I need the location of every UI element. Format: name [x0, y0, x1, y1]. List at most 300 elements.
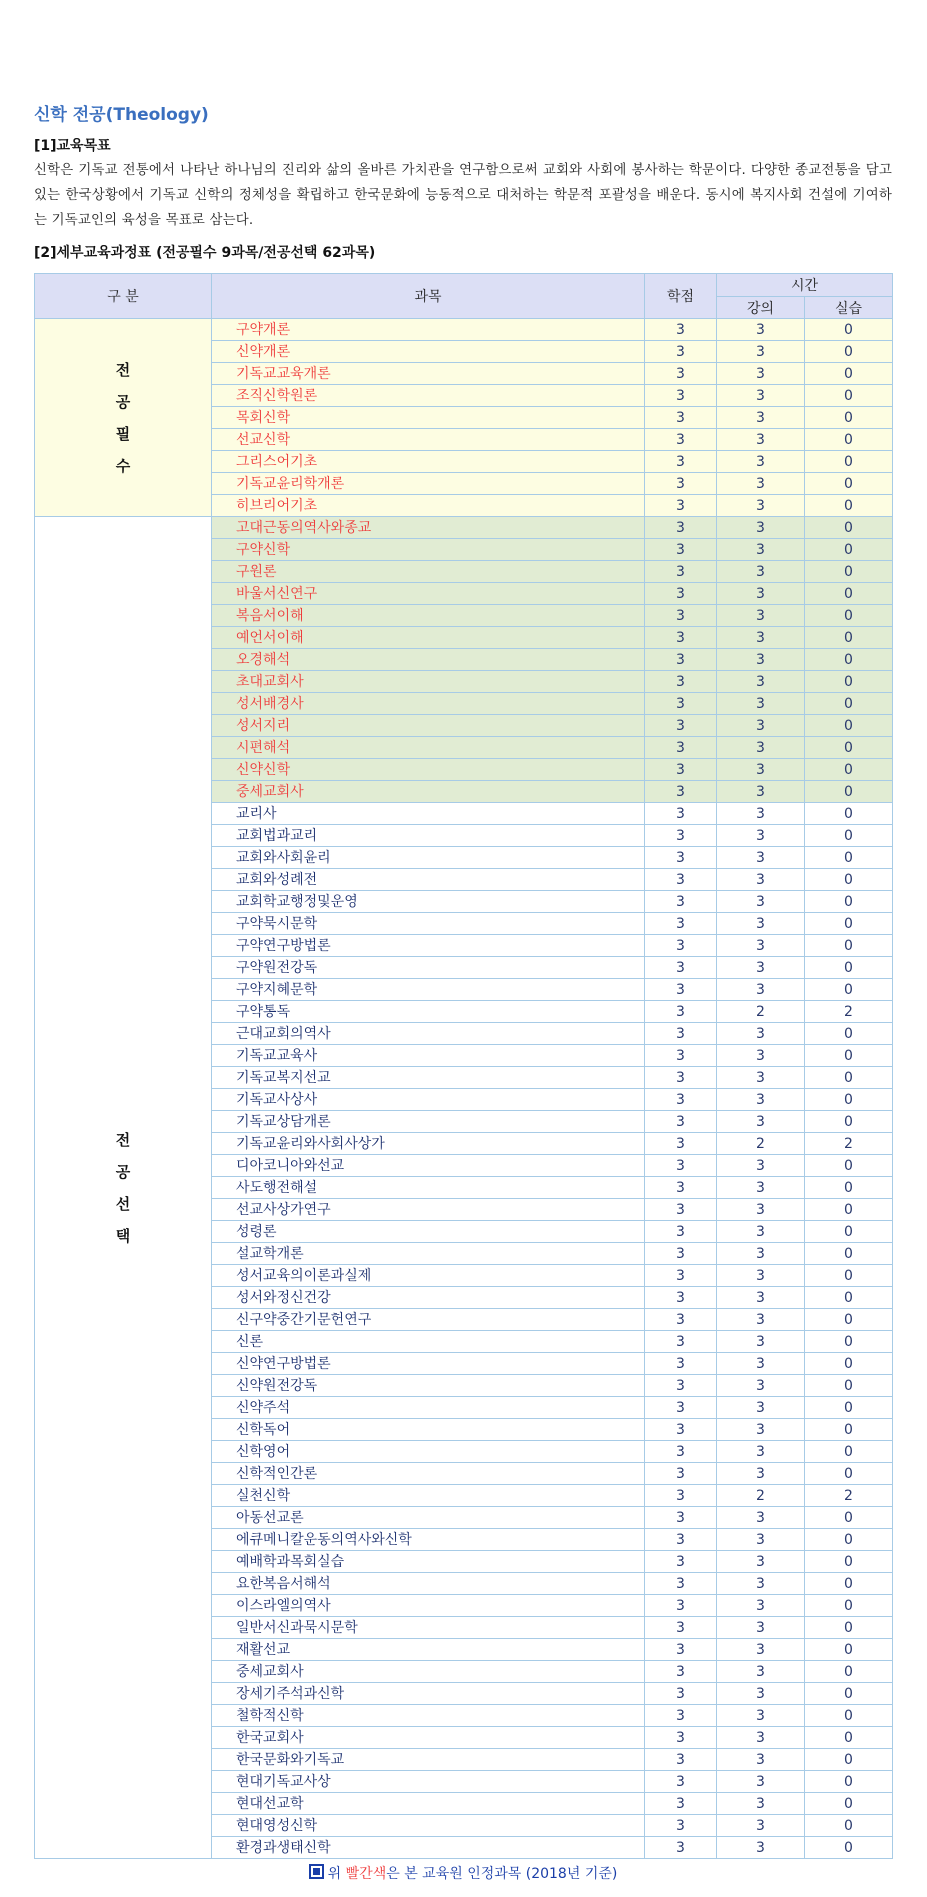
- course-name: 이스라엘의역사: [212, 1595, 645, 1617]
- course-lecture-hours: 3: [717, 1419, 805, 1441]
- course-lecture-hours: 2: [717, 1001, 805, 1023]
- course-lecture-hours: 3: [717, 803, 805, 825]
- course-lecture-hours: 3: [717, 693, 805, 715]
- course-name: 신학영어: [212, 1441, 645, 1463]
- header-course: 과목: [212, 274, 645, 319]
- course-lecture-hours: 3: [717, 913, 805, 935]
- course-name: 구약원전강독: [212, 957, 645, 979]
- course-credit: 3: [645, 473, 717, 495]
- course-name: 신약개론: [212, 341, 645, 363]
- course-name: 구약묵시문학: [212, 913, 645, 935]
- course-lecture-hours: 3: [717, 935, 805, 957]
- course-credit: 3: [645, 1573, 717, 1595]
- course-credit: 3: [645, 1529, 717, 1551]
- course-practice-hours: 0: [805, 1463, 893, 1485]
- course-practice-hours: 0: [805, 1705, 893, 1727]
- category-elective: [35, 517, 212, 1859]
- goal-text: 신학은 기독교 전통에서 나타난 하나님의 진리와 삶의 올바른 가치관을 연구함으로써 교회와 사회에 봉사하는 학문이다. 다양한 종교전통을 담고 있는 한국상황에서 기독교 신학의 정체성을 확립하고 한국문화에 능동적으로 대처하는 학문적 포괄성을 배운다. 동시에 복지사회 건설에 기여하는 기독교인의 육성을 목표로 삼는다.: [34, 163, 892, 228]
- page-title: 신학 전공(Theology): [34, 105, 209, 125]
- course-name: 설교학개론: [212, 1243, 645, 1265]
- course-lecture-hours: 3: [717, 1331, 805, 1353]
- course-name: 교회법과교리: [212, 825, 645, 847]
- category-char: 공: [115, 1162, 131, 1181]
- course-practice-hours: 0: [805, 781, 893, 803]
- course-credit: 3: [645, 1661, 717, 1683]
- course-lecture-hours: 3: [717, 561, 805, 583]
- course-lecture-hours: 3: [717, 1815, 805, 1837]
- course-credit: 3: [645, 1287, 717, 1309]
- course-credit: 3: [645, 1419, 717, 1441]
- course-credit: 3: [645, 319, 717, 341]
- course-lecture-hours: 3: [717, 1683, 805, 1705]
- footnote: [34, 1863, 892, 1883]
- course-name: 선교사상가연구: [212, 1199, 645, 1221]
- course-practice-hours: 0: [805, 363, 893, 385]
- course-name: 성령론: [212, 1221, 645, 1243]
- course-lecture-hours: 3: [717, 429, 805, 451]
- course-name: 구약개론: [212, 319, 645, 341]
- course-credit: 3: [645, 1727, 717, 1749]
- course-name: 구약신학: [212, 539, 645, 561]
- course-practice-hours: 0: [805, 825, 893, 847]
- course-name: 구약통독: [212, 1001, 645, 1023]
- course-credit: 3: [645, 1441, 717, 1463]
- course-credit: 3: [645, 363, 717, 385]
- course-credit: 3: [645, 1837, 717, 1859]
- course-credit: 3: [645, 429, 717, 451]
- course-lecture-hours: 3: [717, 319, 805, 341]
- course-lecture-hours: 3: [717, 341, 805, 363]
- course-practice-hours: 0: [805, 1221, 893, 1243]
- course-credit: 3: [645, 1089, 717, 1111]
- course-lecture-hours: 3: [717, 1111, 805, 1133]
- page-content: [34, 104, 892, 1883]
- footnote-highlight: 빨간색: [345, 1866, 387, 1882]
- course-credit: 3: [645, 1067, 717, 1089]
- course-name: 철학적신학: [212, 1705, 645, 1727]
- course-credit: 3: [645, 341, 717, 363]
- course-lecture-hours: 3: [717, 1221, 805, 1243]
- course-name: 목회신학: [212, 407, 645, 429]
- course-credit: 3: [645, 1705, 717, 1727]
- course-credit: 3: [645, 1353, 717, 1375]
- table-row: [35, 319, 893, 341]
- course-name: 교회와사회윤리: [212, 847, 645, 869]
- course-lecture-hours: 3: [717, 1353, 805, 1375]
- course-name: 디아코니아와선교: [212, 1155, 645, 1177]
- course-lecture-hours: 3: [717, 1705, 805, 1727]
- course-credit: 3: [645, 495, 717, 517]
- course-practice-hours: 0: [805, 517, 893, 539]
- course-name: 그리스어기초: [212, 451, 645, 473]
- course-lecture-hours: 3: [717, 649, 805, 671]
- goal-title: [1]교육목표: [34, 138, 111, 154]
- course-lecture-hours: 3: [717, 495, 805, 517]
- course-practice-hours: 0: [805, 495, 893, 517]
- course-practice-hours: 0: [805, 1023, 893, 1045]
- header-time: 시간: [717, 274, 893, 297]
- square-bullet-icon: [309, 1864, 324, 1879]
- course-practice-hours: 0: [805, 539, 893, 561]
- course-name: 신론: [212, 1331, 645, 1353]
- course-name: 신학독어: [212, 1419, 645, 1441]
- course-practice-hours: 0: [805, 847, 893, 869]
- course-name: 선교신학: [212, 429, 645, 451]
- course-lecture-hours: 3: [717, 605, 805, 627]
- category-char: 공: [115, 392, 131, 411]
- course-lecture-hours: 3: [717, 1661, 805, 1683]
- course-lecture-hours: 3: [717, 1243, 805, 1265]
- course-practice-hours: 0: [805, 1749, 893, 1771]
- course-credit: 3: [645, 737, 717, 759]
- course-name: 아동선교론: [212, 1507, 645, 1529]
- course-practice-hours: 0: [805, 1397, 893, 1419]
- course-credit: 3: [645, 913, 717, 935]
- course-practice-hours: 0: [805, 1441, 893, 1463]
- course-name: 구약지혜문학: [212, 979, 645, 1001]
- course-practice-hours: 0: [805, 1177, 893, 1199]
- course-practice-hours: 0: [805, 1815, 893, 1837]
- course-lecture-hours: 3: [717, 1551, 805, 1573]
- course-credit: 3: [645, 1749, 717, 1771]
- course-lecture-hours: 3: [717, 1639, 805, 1661]
- course-name: 요한복음서해석: [212, 1573, 645, 1595]
- course-credit: 3: [645, 1221, 717, 1243]
- course-practice-hours: 0: [805, 803, 893, 825]
- course-credit: 3: [645, 1683, 717, 1705]
- course-practice-hours: 0: [805, 473, 893, 495]
- course-practice-hours: 0: [805, 1045, 893, 1067]
- course-lecture-hours: 3: [717, 517, 805, 539]
- course-practice-hours: 0: [805, 1529, 893, 1551]
- course-practice-hours: 0: [805, 407, 893, 429]
- course-name: 기독교교육개론: [212, 363, 645, 385]
- course-name: 신약원전강독: [212, 1375, 645, 1397]
- course-name: 기독교복지선교: [212, 1067, 645, 1089]
- course-lecture-hours: 3: [717, 1837, 805, 1859]
- course-name: 한국문화와기독교: [212, 1749, 645, 1771]
- course-credit: 3: [645, 561, 717, 583]
- course-practice-hours: 0: [805, 1155, 893, 1177]
- course-name: 에큐메니칼운동의역사와신학: [212, 1529, 645, 1551]
- course-practice-hours: 0: [805, 1683, 893, 1705]
- course-name: 성서와정신건강: [212, 1287, 645, 1309]
- course-lecture-hours: 3: [717, 1507, 805, 1529]
- course-lecture-hours: 3: [717, 385, 805, 407]
- course-practice-hours: 0: [805, 1353, 893, 1375]
- course-credit: 3: [645, 517, 717, 539]
- course-name: 신약연구방법론: [212, 1353, 645, 1375]
- course-lecture-hours: 3: [717, 407, 805, 429]
- course-credit: 3: [645, 627, 717, 649]
- course-name: 교회학교행정및운영: [212, 891, 645, 913]
- footnote-after: 은 본 교육원 인정과목 (2018년 기준): [386, 1866, 618, 1882]
- course-credit: 3: [645, 671, 717, 693]
- course-lecture-hours: 3: [717, 869, 805, 891]
- course-lecture-hours: 3: [717, 1771, 805, 1793]
- course-lecture-hours: 3: [717, 627, 805, 649]
- course-credit: 3: [645, 1551, 717, 1573]
- course-practice-hours: 0: [805, 935, 893, 957]
- course-name: 예배학과목회실습: [212, 1551, 645, 1573]
- course-practice-hours: 0: [805, 979, 893, 1001]
- course-lecture-hours: 3: [717, 1023, 805, 1045]
- course-credit: 3: [645, 1331, 717, 1353]
- course-practice-hours: 0: [805, 1507, 893, 1529]
- category-char: 필: [115, 424, 131, 443]
- course-name: 기독교교육사: [212, 1045, 645, 1067]
- course-credit: 3: [645, 1243, 717, 1265]
- course-credit: 3: [645, 935, 717, 957]
- course-practice-hours: 0: [805, 583, 893, 605]
- course-credit: 3: [645, 693, 717, 715]
- course-practice-hours: 0: [805, 1265, 893, 1287]
- course-lecture-hours: 3: [717, 1617, 805, 1639]
- course-name: 중세교회사: [212, 1661, 645, 1683]
- course-lecture-hours: 3: [717, 473, 805, 495]
- course-name: 기독교윤리학개론: [212, 473, 645, 495]
- course-credit: 3: [645, 979, 717, 1001]
- course-lecture-hours: 2: [717, 1133, 805, 1155]
- course-lecture-hours: 2: [717, 1485, 805, 1507]
- course-name: 기독교윤리와사회사상가: [212, 1133, 645, 1155]
- course-practice-hours: 0: [805, 671, 893, 693]
- course-name: 실천신학: [212, 1485, 645, 1507]
- category-required: [35, 319, 212, 517]
- course-credit: 3: [645, 1375, 717, 1397]
- course-credit: 3: [645, 407, 717, 429]
- course-name: 기독교사상사: [212, 1089, 645, 1111]
- table-title: [2]세부교육과정표 (전공필수 9과목/전공선택 62과목): [34, 245, 376, 261]
- course-credit: 3: [645, 1265, 717, 1287]
- course-name: 현대기독교사상: [212, 1771, 645, 1793]
- course-lecture-hours: 3: [717, 957, 805, 979]
- course-name: 성서배경사: [212, 693, 645, 715]
- course-name: 현대영성신학: [212, 1815, 645, 1837]
- course-practice-hours: 0: [805, 737, 893, 759]
- header-lecture: 강의: [717, 297, 805, 319]
- course-lecture-hours: 3: [717, 847, 805, 869]
- course-credit: 3: [645, 1815, 717, 1837]
- course-practice-hours: 0: [805, 385, 893, 407]
- category-char: 전: [115, 360, 131, 379]
- course-name: 오경해석: [212, 649, 645, 671]
- table-body: [35, 319, 893, 1859]
- course-credit: 3: [645, 1155, 717, 1177]
- course-lecture-hours: 3: [717, 1595, 805, 1617]
- course-lecture-hours: 3: [717, 891, 805, 913]
- course-name: 교회와성례전: [212, 869, 645, 891]
- course-practice-hours: 0: [805, 451, 893, 473]
- course-credit: 3: [645, 825, 717, 847]
- course-credit: 3: [645, 759, 717, 781]
- course-practice-hours: 0: [805, 1287, 893, 1309]
- category-char: 선: [115, 1194, 131, 1213]
- course-lecture-hours: 3: [717, 1199, 805, 1221]
- course-credit: 3: [645, 1177, 717, 1199]
- course-credit: 3: [645, 539, 717, 561]
- course-name: 환경과생태신학: [212, 1837, 645, 1859]
- table-row: [35, 517, 893, 539]
- course-name: 중세교회사: [212, 781, 645, 803]
- course-name: 장세기주석과신학: [212, 1683, 645, 1705]
- course-credit: 3: [645, 451, 717, 473]
- course-credit: 3: [645, 1463, 717, 1485]
- course-practice-hours: 2: [805, 1485, 893, 1507]
- course-credit: 3: [645, 1023, 717, 1045]
- course-lecture-hours: 3: [717, 759, 805, 781]
- course-credit: 3: [645, 1617, 717, 1639]
- course-name: 교리사: [212, 803, 645, 825]
- course-practice-hours: 0: [805, 957, 893, 979]
- course-name: 복음서이해: [212, 605, 645, 627]
- course-lecture-hours: 3: [717, 1793, 805, 1815]
- course-credit: 3: [645, 1045, 717, 1067]
- course-credit: 3: [645, 385, 717, 407]
- course-credit: 3: [645, 869, 717, 891]
- course-practice-hours: 0: [805, 1111, 893, 1133]
- course-lecture-hours: 3: [717, 1375, 805, 1397]
- course-lecture-hours: 3: [717, 451, 805, 473]
- course-name: 구원론: [212, 561, 645, 583]
- course-practice-hours: 0: [805, 1243, 893, 1265]
- course-lecture-hours: 3: [717, 1067, 805, 1089]
- course-lecture-hours: 3: [717, 671, 805, 693]
- course-practice-hours: 0: [805, 319, 893, 341]
- course-practice-hours: 0: [805, 561, 893, 583]
- curriculum-table: [34, 273, 893, 1859]
- course-practice-hours: 0: [805, 693, 893, 715]
- course-credit: 3: [645, 605, 717, 627]
- course-lecture-hours: 3: [717, 539, 805, 561]
- course-practice-hours: 0: [805, 341, 893, 363]
- course-credit: 3: [645, 847, 717, 869]
- course-credit: 3: [645, 1771, 717, 1793]
- course-practice-hours: 0: [805, 1551, 893, 1573]
- footnote-before: 위: [327, 1866, 346, 1882]
- course-name: 성서지리: [212, 715, 645, 737]
- course-lecture-hours: 3: [717, 1397, 805, 1419]
- course-credit: 3: [645, 1199, 717, 1221]
- course-name: 고대근동의역사와종교: [212, 517, 645, 539]
- course-lecture-hours: 3: [717, 1529, 805, 1551]
- course-practice-hours: 0: [805, 759, 893, 781]
- course-practice-hours: 2: [805, 1133, 893, 1155]
- course-lecture-hours: 3: [717, 1727, 805, 1749]
- course-lecture-hours: 3: [717, 737, 805, 759]
- course-practice-hours: 0: [805, 1419, 893, 1441]
- course-practice-hours: 0: [805, 1661, 893, 1683]
- course-name: 재활선교: [212, 1639, 645, 1661]
- course-lecture-hours: 3: [717, 363, 805, 385]
- course-name: 초대교회사: [212, 671, 645, 693]
- course-credit: 3: [645, 1001, 717, 1023]
- course-practice-hours: 0: [805, 1595, 893, 1617]
- course-practice-hours: 0: [805, 1067, 893, 1089]
- course-practice-hours: 0: [805, 1089, 893, 1111]
- course-lecture-hours: 3: [717, 1155, 805, 1177]
- course-practice-hours: 0: [805, 913, 893, 935]
- course-practice-hours: 0: [805, 715, 893, 737]
- course-name: 예언서이해: [212, 627, 645, 649]
- course-credit: 3: [645, 1485, 717, 1507]
- course-practice-hours: 0: [805, 869, 893, 891]
- course-credit: 3: [645, 1639, 717, 1661]
- course-credit: 3: [645, 715, 717, 737]
- course-credit: 3: [645, 1111, 717, 1133]
- course-practice-hours: 0: [805, 1771, 893, 1793]
- course-practice-hours: 0: [805, 605, 893, 627]
- course-lecture-hours: 3: [717, 1177, 805, 1199]
- course-credit: 3: [645, 1309, 717, 1331]
- course-name: 근대교회의역사: [212, 1023, 645, 1045]
- header-category: 구 분: [35, 274, 212, 319]
- course-name: 성서교육의이론과실제: [212, 1265, 645, 1287]
- course-credit: 3: [645, 781, 717, 803]
- course-lecture-hours: 3: [717, 715, 805, 737]
- course-name: 현대선교학: [212, 1793, 645, 1815]
- course-practice-hours: 0: [805, 1617, 893, 1639]
- course-name: 한국교회사: [212, 1727, 645, 1749]
- course-practice-hours: 0: [805, 1573, 893, 1595]
- course-credit: 3: [645, 1507, 717, 1529]
- course-name: 구약연구방법론: [212, 935, 645, 957]
- course-credit: 3: [645, 1595, 717, 1617]
- course-lecture-hours: 3: [717, 1749, 805, 1771]
- course-lecture-hours: 3: [717, 979, 805, 1001]
- course-lecture-hours: 3: [717, 1463, 805, 1485]
- course-credit: 3: [645, 957, 717, 979]
- course-practice-hours: 0: [805, 429, 893, 451]
- course-lecture-hours: 3: [717, 1265, 805, 1287]
- course-name: 히브리어기초: [212, 495, 645, 517]
- category-char: 택: [115, 1226, 131, 1245]
- course-name: 신학적인간론: [212, 1463, 645, 1485]
- header-practice: 실습: [805, 297, 893, 319]
- header-credit: 학점: [645, 274, 717, 319]
- course-name: 신구약중간기문헌연구: [212, 1309, 645, 1331]
- course-practice-hours: 0: [805, 627, 893, 649]
- course-practice-hours: 2: [805, 1001, 893, 1023]
- course-practice-hours: 0: [805, 1331, 893, 1353]
- course-credit: 3: [645, 1793, 717, 1815]
- course-lecture-hours: 3: [717, 825, 805, 847]
- course-credit: 3: [645, 1397, 717, 1419]
- course-practice-hours: 0: [805, 1199, 893, 1221]
- course-lecture-hours: 3: [717, 583, 805, 605]
- course-practice-hours: 0: [805, 1727, 893, 1749]
- category-char: 수: [115, 456, 131, 475]
- course-lecture-hours: 3: [717, 1573, 805, 1595]
- course-practice-hours: 0: [805, 1639, 893, 1661]
- course-lecture-hours: 3: [717, 1287, 805, 1309]
- course-name: 신약주석: [212, 1397, 645, 1419]
- course-lecture-hours: 3: [717, 1309, 805, 1331]
- course-lecture-hours: 3: [717, 1089, 805, 1111]
- course-credit: 3: [645, 1133, 717, 1155]
- course-lecture-hours: 3: [717, 1441, 805, 1463]
- course-name: 조직신학원론: [212, 385, 645, 407]
- course-practice-hours: 0: [805, 1309, 893, 1331]
- course-name: 시편해석: [212, 737, 645, 759]
- course-credit: 3: [645, 803, 717, 825]
- course-credit: 3: [645, 649, 717, 671]
- course-practice-hours: 0: [805, 1837, 893, 1859]
- course-practice-hours: 0: [805, 1375, 893, 1397]
- course-name: 사도행전해설: [212, 1177, 645, 1199]
- course-practice-hours: 0: [805, 1793, 893, 1815]
- course-practice-hours: 0: [805, 649, 893, 671]
